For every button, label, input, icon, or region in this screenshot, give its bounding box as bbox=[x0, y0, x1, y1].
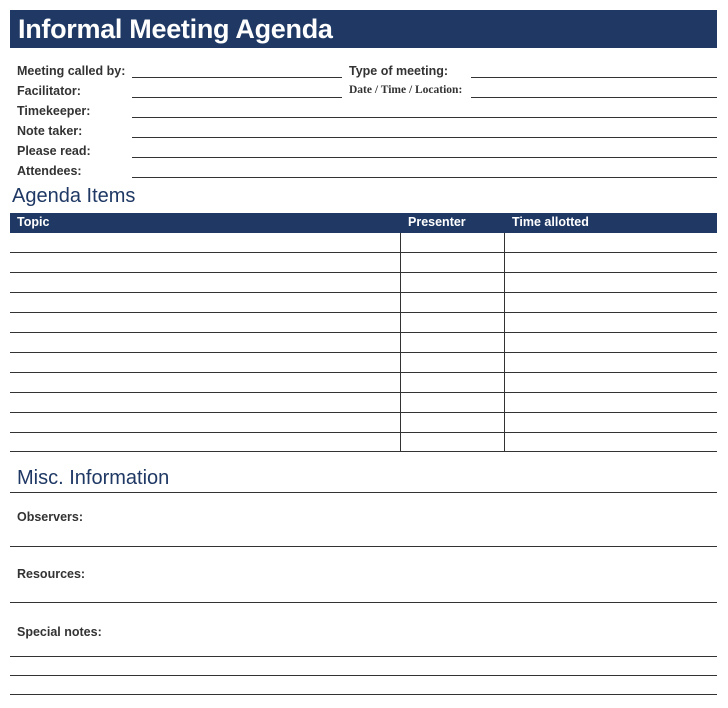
time-column-divider bbox=[504, 233, 505, 452]
resources-field[interactable] bbox=[10, 602, 717, 603]
table-row[interactable] bbox=[10, 373, 717, 393]
date-time-location-label: Date / Time / Location: bbox=[349, 84, 463, 96]
special-notes-label: Special notes: bbox=[17, 625, 102, 639]
table-row[interactable] bbox=[10, 253, 717, 273]
note-taker-field[interactable] bbox=[132, 137, 717, 138]
special-notes-field-line-3[interactable] bbox=[10, 694, 717, 695]
facilitator-label: Facilitator: bbox=[17, 84, 81, 98]
misc-divider bbox=[10, 492, 717, 493]
document-title: Informal Meeting Agenda bbox=[18, 14, 333, 44]
meeting-called-by-label: Meeting called by: bbox=[17, 64, 126, 78]
title-bar bbox=[10, 10, 717, 48]
presenter-column-header: Presenter bbox=[408, 215, 466, 229]
facilitator-field[interactable] bbox=[132, 97, 342, 98]
timekeeper-label: Timekeeper: bbox=[17, 104, 91, 118]
agenda-table-header bbox=[10, 213, 717, 233]
table-row[interactable] bbox=[10, 293, 717, 313]
agenda-section-title: Agenda Items bbox=[12, 185, 136, 207]
table-row[interactable] bbox=[10, 333, 717, 353]
special-notes-field-line-2[interactable] bbox=[10, 675, 717, 676]
attendees-label: Attendees: bbox=[17, 164, 82, 178]
presenter-column-divider bbox=[400, 233, 401, 452]
type-of-meeting-label: Type of meeting: bbox=[349, 64, 449, 78]
table-row[interactable] bbox=[10, 353, 717, 373]
time-allotted-column-header: Time allotted bbox=[512, 215, 589, 229]
agenda-table bbox=[10, 233, 717, 452]
please-read-field[interactable] bbox=[132, 157, 717, 158]
table-row[interactable] bbox=[10, 393, 717, 413]
table-row[interactable] bbox=[10, 233, 717, 253]
table-row[interactable] bbox=[10, 413, 717, 433]
misc-section-title: Misc. Information bbox=[17, 467, 170, 489]
topic-column-header: Topic bbox=[17, 215, 50, 229]
special-notes-field-line-1[interactable] bbox=[10, 656, 717, 657]
observers-field[interactable] bbox=[10, 546, 717, 547]
note-taker-label: Note taker: bbox=[17, 124, 83, 138]
please-read-label: Please read: bbox=[17, 144, 91, 158]
table-row[interactable] bbox=[10, 313, 717, 333]
observers-label: Observers: bbox=[17, 510, 84, 524]
resources-label: Resources: bbox=[17, 567, 86, 581]
attendees-field[interactable] bbox=[132, 177, 717, 178]
meeting-called-by-field[interactable] bbox=[132, 77, 342, 78]
date-time-location-field[interactable] bbox=[471, 97, 717, 98]
table-row[interactable] bbox=[10, 273, 717, 293]
type-of-meeting-field[interactable] bbox=[471, 77, 717, 78]
timekeeper-field[interactable] bbox=[132, 117, 717, 118]
table-row[interactable] bbox=[10, 432, 717, 452]
